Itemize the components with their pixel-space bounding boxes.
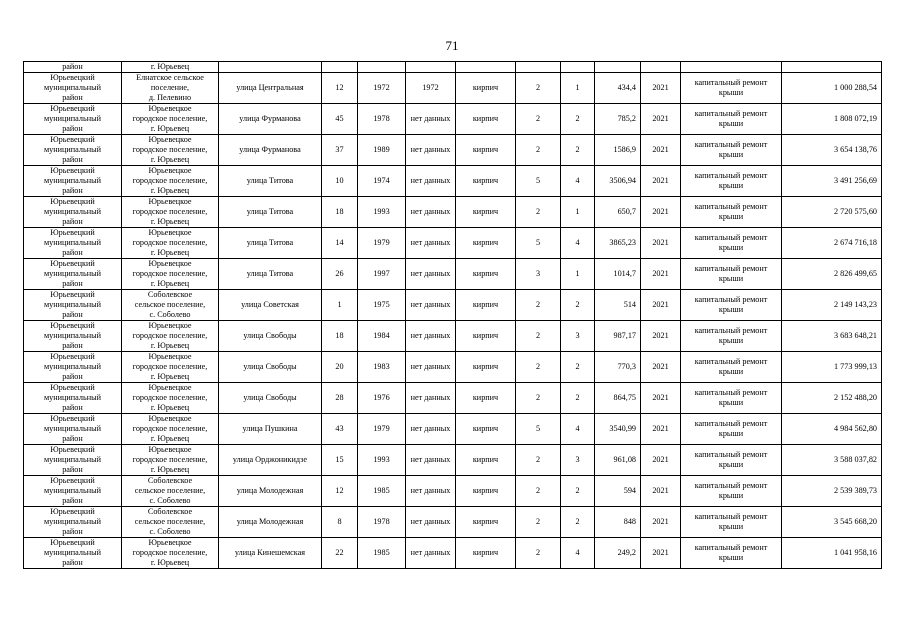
year-2-cell: нет данных	[406, 104, 456, 135]
house-cell: 15	[322, 445, 358, 476]
year-cell: 2021	[641, 73, 681, 104]
district-cell: район	[24, 62, 122, 73]
work-cell: капитальный ремонт крыши	[681, 197, 782, 228]
year-2-cell: нет данных	[406, 507, 456, 538]
year-built-cell: 1979	[358, 228, 406, 259]
year-built-cell: 1975	[358, 290, 406, 321]
floors-cell: 2	[516, 321, 561, 352]
district-cell: Юрьевецкий муниципальный район	[24, 476, 122, 507]
floors-cell: 2	[516, 476, 561, 507]
year-built-cell: 1985	[358, 538, 406, 569]
table-row	[24, 352, 882, 383]
district-cell: Юрьевецкий муниципальный район	[24, 166, 122, 197]
house-cell: 20	[322, 352, 358, 383]
entrances-cell: 4	[561, 166, 595, 197]
material-cell	[456, 62, 516, 73]
year-cell: 2021	[641, 197, 681, 228]
table-row	[24, 445, 882, 476]
year-cell: 2021	[641, 476, 681, 507]
area-cell: 848	[595, 507, 641, 538]
material-cell: кирпич	[456, 321, 516, 352]
year-2-cell: нет данных	[406, 445, 456, 476]
settlement-cell: Юрьевецкое городское поселение, г. Юрьевец	[122, 352, 219, 383]
year-2-cell: нет данных	[406, 383, 456, 414]
floors-cell: 2	[516, 383, 561, 414]
cost-cell: 1 041 958,16	[782, 538, 882, 569]
area-cell: 864,75	[595, 383, 641, 414]
work-cell: капитальный ремонт крыши	[681, 73, 782, 104]
house-cell: 18	[322, 197, 358, 228]
cost-cell: 2 539 389,73	[782, 476, 882, 507]
work-cell: капитальный ремонт крыши	[681, 259, 782, 290]
year-cell: 2021	[641, 383, 681, 414]
year-2-cell: нет данных	[406, 135, 456, 166]
floors-cell: 2	[516, 135, 561, 166]
district-cell: Юрьевецкий муниципальный район	[24, 414, 122, 445]
year-cell: 2021	[641, 538, 681, 569]
entrances-cell: 2	[561, 290, 595, 321]
area-cell: 650,7	[595, 197, 641, 228]
work-cell: капитальный ремонт крыши	[681, 321, 782, 352]
floors-cell: 2	[516, 290, 561, 321]
year-2-cell: нет данных	[406, 197, 456, 228]
entrances-cell: 2	[561, 104, 595, 135]
cost-cell: 2 826 499,65	[782, 259, 882, 290]
table-row	[24, 228, 882, 259]
year-cell: 2021	[641, 228, 681, 259]
table-row-continuation	[24, 62, 882, 73]
table-row	[24, 538, 882, 569]
settlement-cell: Юрьевецкое городское поселение, г. Юрьевец	[122, 166, 219, 197]
cost-cell: 2 720 575,60	[782, 197, 882, 228]
house-cell: 45	[322, 104, 358, 135]
year-2-cell: нет данных	[406, 290, 456, 321]
year-cell: 2021	[641, 135, 681, 166]
area-cell: 1014,7	[595, 259, 641, 290]
table-row	[24, 321, 882, 352]
year-built-cell: 1978	[358, 104, 406, 135]
entrances-cell: 4	[561, 414, 595, 445]
settlement-cell: Юрьевецкое городское поселение, г. Юрьевец	[122, 259, 219, 290]
floors-cell: 2	[516, 445, 561, 476]
material-cell: кирпич	[456, 73, 516, 104]
year-2-cell: нет данных	[406, 321, 456, 352]
house-cell: 22	[322, 538, 358, 569]
area-cell: 961,08	[595, 445, 641, 476]
material-cell: кирпич	[456, 135, 516, 166]
year-built-cell: 1993	[358, 445, 406, 476]
entrances-cell: 1	[561, 259, 595, 290]
work-cell: капитальный ремонт крыши	[681, 445, 782, 476]
table-row	[24, 290, 882, 321]
year-2-cell	[406, 62, 456, 73]
year-2-cell: нет данных	[406, 538, 456, 569]
floors-cell: 2	[516, 352, 561, 383]
year-built-cell: 1993	[358, 197, 406, 228]
settlement-cell: Юрьевецкое городское поселение, г. Юрьевец	[122, 538, 219, 569]
entrances-cell: 2	[561, 383, 595, 414]
work-cell: капитальный ремонт крыши	[681, 507, 782, 538]
house-cell: 8	[322, 507, 358, 538]
year-2-cell: 1972	[406, 73, 456, 104]
year-cell: 2021	[641, 507, 681, 538]
table-row	[24, 414, 882, 445]
house-cell: 1	[322, 290, 358, 321]
year-2-cell: нет данных	[406, 476, 456, 507]
cost-cell: 3 545 668,20	[782, 507, 882, 538]
district-cell: Юрьевецкий муниципальный район	[24, 507, 122, 538]
district-cell: Юрьевецкий муниципальный район	[24, 135, 122, 166]
street-cell: улица Советская	[219, 290, 322, 321]
house-cell: 12	[322, 73, 358, 104]
cost-cell: 2 152 488,20	[782, 383, 882, 414]
district-cell: Юрьевецкий муниципальный район	[24, 259, 122, 290]
street-cell: улица Свободы	[219, 352, 322, 383]
year-cell: 2021	[641, 445, 681, 476]
work-cell: капитальный ремонт крыши	[681, 476, 782, 507]
district-cell: Юрьевецкий муниципальный район	[24, 197, 122, 228]
entrances-cell: 4	[561, 538, 595, 569]
year-cell: 2021	[641, 414, 681, 445]
street-cell: улица Титова	[219, 259, 322, 290]
district-cell: Юрьевецкий муниципальный район	[24, 321, 122, 352]
entrances-cell: 3	[561, 321, 595, 352]
settlement-cell: Соболевское сельское поселение, с. Соболево	[122, 507, 219, 538]
table-row	[24, 135, 882, 166]
floors-cell: 5	[516, 228, 561, 259]
street-cell: улица Свободы	[219, 383, 322, 414]
table-row	[24, 383, 882, 414]
cost-cell: 1 808 072,19	[782, 104, 882, 135]
year-2-cell: нет данных	[406, 259, 456, 290]
cost-cell: 4 984 562,80	[782, 414, 882, 445]
area-cell: 987,17	[595, 321, 641, 352]
year-2-cell: нет данных	[406, 228, 456, 259]
area-cell: 1586,9	[595, 135, 641, 166]
year-built-cell: 1974	[358, 166, 406, 197]
house-cell: 28	[322, 383, 358, 414]
street-cell: улица Кинешемская	[219, 538, 322, 569]
street-cell: улица Фурманова	[219, 135, 322, 166]
work-cell	[681, 62, 782, 73]
material-cell: кирпич	[456, 414, 516, 445]
entrances-cell: 2	[561, 476, 595, 507]
settlement-cell: Юрьевецкое городское поселение, г. Юрьевец	[122, 414, 219, 445]
street-cell: улица Титова	[219, 197, 322, 228]
street-cell: улица Центральная	[219, 73, 322, 104]
district-cell: Юрьевецкий муниципальный район	[24, 445, 122, 476]
entrances-cell: 3	[561, 445, 595, 476]
work-cell: капитальный ремонт крыши	[681, 290, 782, 321]
entrances-cell: 1	[561, 73, 595, 104]
floors-cell	[516, 62, 561, 73]
material-cell: кирпич	[456, 290, 516, 321]
district-cell: Юрьевецкий муниципальный район	[24, 228, 122, 259]
cost-cell: 3 683 648,21	[782, 321, 882, 352]
cost-cell: 2 149 143,23	[782, 290, 882, 321]
table-row	[24, 476, 882, 507]
house-cell: 26	[322, 259, 358, 290]
area-cell	[595, 62, 641, 73]
house-cell: 18	[322, 321, 358, 352]
material-cell: кирпич	[456, 104, 516, 135]
area-cell: 514	[595, 290, 641, 321]
settlement-cell: г. Юрьевец	[122, 62, 219, 73]
work-cell: капитальный ремонт крыши	[681, 228, 782, 259]
settlement-cell: Елнатское сельское поселение, д. Пелевино	[122, 73, 219, 104]
house-cell: 43	[322, 414, 358, 445]
area-cell: 594	[595, 476, 641, 507]
settlement-cell: Юрьевецкое городское поселение, г. Юрьевец	[122, 445, 219, 476]
settlement-cell: Юрьевецкое городское поселение, г. Юрьевец	[122, 104, 219, 135]
house-cell: 14	[322, 228, 358, 259]
material-cell: кирпич	[456, 445, 516, 476]
area-cell: 770,3	[595, 352, 641, 383]
street-cell: улица Свободы	[219, 321, 322, 352]
material-cell: кирпич	[456, 352, 516, 383]
year-built-cell: 1997	[358, 259, 406, 290]
year-built-cell: 1989	[358, 135, 406, 166]
house-cell: 37	[322, 135, 358, 166]
district-cell: Юрьевецкий муниципальный район	[24, 538, 122, 569]
table-row	[24, 259, 882, 290]
floors-cell: 2	[516, 73, 561, 104]
entrances-cell: 4	[561, 228, 595, 259]
table-body	[24, 62, 882, 569]
table-row	[24, 104, 882, 135]
material-cell: кирпич	[456, 507, 516, 538]
year-built-cell: 1978	[358, 507, 406, 538]
settlement-cell: Юрьевецкое городское поселение, г. Юрьевец	[122, 197, 219, 228]
house-cell: 12	[322, 476, 358, 507]
year-cell: 2021	[641, 166, 681, 197]
cost-cell: 3 491 256,69	[782, 166, 882, 197]
area-cell: 3506,94	[595, 166, 641, 197]
floors-cell: 5	[516, 414, 561, 445]
floors-cell: 2	[516, 538, 561, 569]
floors-cell: 5	[516, 166, 561, 197]
entrances-cell: 2	[561, 507, 595, 538]
district-cell: Юрьевецкий муниципальный район	[24, 73, 122, 104]
street-cell: улица Пушкина	[219, 414, 322, 445]
entrances-cell: 2	[561, 135, 595, 166]
area-cell: 434,4	[595, 73, 641, 104]
year-built-cell: 1985	[358, 476, 406, 507]
cost-cell: 1 000 288,54	[782, 73, 882, 104]
district-cell: Юрьевецкий муниципальный район	[24, 383, 122, 414]
house-cell: 10	[322, 166, 358, 197]
cost-cell: 2 674 716,18	[782, 228, 882, 259]
district-cell: Юрьевецкий муниципальный район	[24, 104, 122, 135]
year-cell: 2021	[641, 352, 681, 383]
year-built-cell: 1972	[358, 73, 406, 104]
settlement-cell: Юрьевецкое городское поселение, г. Юрьевец	[122, 228, 219, 259]
material-cell: кирпич	[456, 383, 516, 414]
material-cell: кирпич	[456, 197, 516, 228]
area-cell: 785,2	[595, 104, 641, 135]
material-cell: кирпич	[456, 259, 516, 290]
district-cell: Юрьевецкий муниципальный район	[24, 352, 122, 383]
material-cell: кирпич	[456, 538, 516, 569]
entrances-cell	[561, 62, 595, 73]
street-cell: улица Титова	[219, 166, 322, 197]
material-cell: кирпич	[456, 228, 516, 259]
year-2-cell: нет данных	[406, 414, 456, 445]
floors-cell: 2	[516, 197, 561, 228]
year-2-cell: нет данных	[406, 166, 456, 197]
year-built-cell: 1976	[358, 383, 406, 414]
page-number: 71	[445, 38, 459, 53]
floors-cell: 3	[516, 259, 561, 290]
year-cell: 2021	[641, 321, 681, 352]
year-built-cell	[358, 62, 406, 73]
table-row	[24, 73, 882, 104]
cost-cell: 1 773 999,13	[782, 352, 882, 383]
district-cell: Юрьевецкий муниципальный район	[24, 290, 122, 321]
entrances-cell: 1	[561, 197, 595, 228]
settlement-cell: Соболевское сельское поселение, с. Соболево	[122, 476, 219, 507]
table-row	[24, 166, 882, 197]
street-cell: улица Титова	[219, 228, 322, 259]
settlement-cell: Юрьевецкое городское поселение, г. Юрьевец	[122, 383, 219, 414]
house-cell	[322, 62, 358, 73]
street-cell: улица Фурманова	[219, 104, 322, 135]
year-built-cell: 1979	[358, 414, 406, 445]
work-cell: капитальный ремонт крыши	[681, 352, 782, 383]
street-cell: улица Орджоникидзе	[219, 445, 322, 476]
work-cell: капитальный ремонт крыши	[681, 414, 782, 445]
year-2-cell: нет данных	[406, 352, 456, 383]
year-built-cell: 1983	[358, 352, 406, 383]
cost-cell: 3 654 138,76	[782, 135, 882, 166]
area-cell: 3540,99	[595, 414, 641, 445]
year-cell	[641, 62, 681, 73]
work-cell: капитальный ремонт крыши	[681, 135, 782, 166]
material-cell: кирпич	[456, 166, 516, 197]
settlement-cell: Юрьевецкое городское поселение, г. Юрьевец	[122, 321, 219, 352]
work-cell: капитальный ремонт крыши	[681, 538, 782, 569]
year-cell: 2021	[641, 104, 681, 135]
area-cell: 3865,23	[595, 228, 641, 259]
street-cell	[219, 62, 322, 73]
street-cell: улица Молодежная	[219, 476, 322, 507]
year-cell: 2021	[641, 259, 681, 290]
cost-cell	[782, 62, 882, 73]
table-row	[24, 507, 882, 538]
entrances-cell: 2	[561, 352, 595, 383]
work-cell: капитальный ремонт крыши	[681, 383, 782, 414]
work-cell: капитальный ремонт крыши	[681, 104, 782, 135]
year-built-cell: 1984	[358, 321, 406, 352]
settlement-cell: Юрьевецкое городское поселение, г. Юрьевец	[122, 135, 219, 166]
table-row	[24, 197, 882, 228]
year-cell: 2021	[641, 290, 681, 321]
area-cell: 249,2	[595, 538, 641, 569]
work-cell: капитальный ремонт крыши	[681, 166, 782, 197]
material-cell: кирпич	[456, 476, 516, 507]
repair-register-table	[23, 61, 882, 569]
settlement-cell: Соболевское сельское поселение, с. Соболево	[122, 290, 219, 321]
floors-cell: 2	[516, 104, 561, 135]
cost-cell: 3 588 037,82	[782, 445, 882, 476]
street-cell: улица Молодежная	[219, 507, 322, 538]
floors-cell: 2	[516, 507, 561, 538]
